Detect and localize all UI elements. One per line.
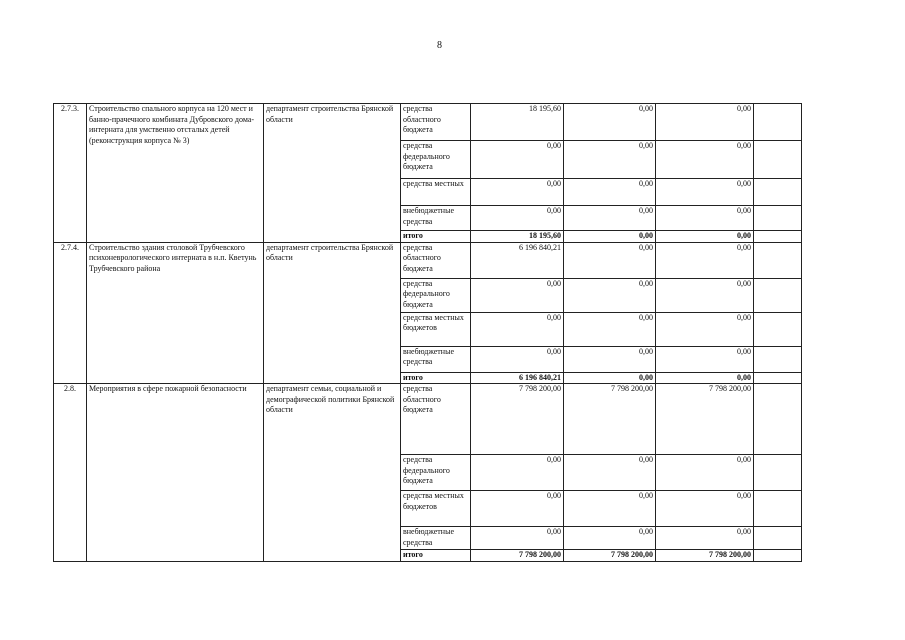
amount-cell: 0,00 xyxy=(564,312,656,346)
empty-cell xyxy=(754,455,802,491)
amount-cell: 0,00 xyxy=(564,179,656,206)
funding-source: средства федерального бюджета xyxy=(401,141,471,179)
amount-cell: 7 798 200,00 xyxy=(564,384,656,455)
empty-cell xyxy=(754,384,802,455)
empty-cell xyxy=(754,527,802,550)
measure-executor: департамент семьи, социальной и демографической политики Брянской области xyxy=(264,384,401,562)
funding-source-total: итого xyxy=(401,550,471,562)
empty-cell xyxy=(754,550,802,562)
empty-cell xyxy=(754,312,802,346)
amount-cell: 0,00 xyxy=(564,372,656,384)
amount-cell: 0,00 xyxy=(564,455,656,491)
funding-source-total: итого xyxy=(401,372,471,384)
measure-code: 2.7.3. xyxy=(54,104,87,243)
amount-cell: 0,00 xyxy=(564,278,656,312)
page-number: 8 xyxy=(437,40,442,51)
funding-source-total: итого xyxy=(401,231,471,243)
table-row xyxy=(54,104,802,141)
amount-cell: 0,00 xyxy=(564,206,656,231)
amount-cell: 0,00 xyxy=(656,206,754,231)
amount-cell: 0,00 xyxy=(564,346,656,372)
funding-source: средства областного бюджета xyxy=(401,104,471,141)
empty-cell xyxy=(754,231,802,243)
amount-cell: 0,00 xyxy=(471,491,564,527)
table-row xyxy=(54,384,802,455)
amount-cell: 7 798 200,00 xyxy=(656,384,754,455)
table-row xyxy=(54,242,802,278)
funding-source: средства местных бюджетов xyxy=(401,312,471,346)
amount-cell: 0,00 xyxy=(471,312,564,346)
measure-name: Мероприятия в сфере пожарной безопасности xyxy=(87,384,264,562)
amount-cell: 0,00 xyxy=(471,206,564,231)
measure-code: 2.7.4. xyxy=(54,242,87,384)
amount-cell: 0,00 xyxy=(471,455,564,491)
amount-cell: 0,00 xyxy=(471,527,564,550)
amount-cell: 0,00 xyxy=(656,491,754,527)
amount-cell: 0,00 xyxy=(471,141,564,179)
amount-cell: 0,00 xyxy=(656,231,754,243)
empty-cell xyxy=(754,141,802,179)
measure-executor: департамент строительства Брянской области xyxy=(264,104,401,243)
amount-cell: 0,00 xyxy=(564,491,656,527)
funding-source: средства местных xyxy=(401,179,471,206)
measure-executor: департамент строительства Брянской области xyxy=(264,242,401,384)
amount-cell: 18 195,60 xyxy=(471,231,564,243)
measure-code: 2.8. xyxy=(54,384,87,562)
amount-cell: 0,00 xyxy=(564,104,656,141)
amount-cell: 0,00 xyxy=(564,527,656,550)
amount-cell: 6 196 840,21 xyxy=(471,372,564,384)
empty-cell xyxy=(754,372,802,384)
amount-cell: 6 196 840,21 xyxy=(471,242,564,278)
empty-cell xyxy=(754,206,802,231)
empty-cell xyxy=(754,491,802,527)
amount-cell: 0,00 xyxy=(656,527,754,550)
funding-source: средства областного бюджета xyxy=(401,384,471,455)
amount-cell: 0,00 xyxy=(656,278,754,312)
amount-cell: 18 195,60 xyxy=(471,104,564,141)
amount-cell: 7 798 200,00 xyxy=(471,384,564,455)
amount-cell: 0,00 xyxy=(564,231,656,243)
empty-cell xyxy=(754,346,802,372)
funding-source: средства федерального бюджета xyxy=(401,278,471,312)
amount-cell: 0,00 xyxy=(656,179,754,206)
amount-cell: 0,00 xyxy=(564,242,656,278)
measure-name: Строительство спального корпуса на 120 мест и банно-прачечного комбината Дубровского дома-интерната для умственно отсталых детей (реконструкция корпуса № 3) xyxy=(87,104,264,243)
amount-cell: 0,00 xyxy=(564,141,656,179)
amount-cell: 0,00 xyxy=(471,179,564,206)
empty-cell xyxy=(754,179,802,206)
amount-cell: 0,00 xyxy=(656,141,754,179)
amount-cell: 0,00 xyxy=(656,346,754,372)
empty-cell xyxy=(754,242,802,278)
amount-cell: 7 798 200,00 xyxy=(656,550,754,562)
amount-cell: 0,00 xyxy=(656,104,754,141)
amount-cell: 0,00 xyxy=(656,312,754,346)
amount-cell: 0,00 xyxy=(656,242,754,278)
funding-source: средства областного бюджета xyxy=(401,242,471,278)
measure-name: Строительство здания столовой Трубчевского психоневрологического интерната в н.п. Кветунь Трубчевского района xyxy=(87,242,264,384)
funding-source: внебюджетные средства xyxy=(401,206,471,231)
funding-source: внебюджетные средства xyxy=(401,527,471,550)
funding-source: внебюджетные средства xyxy=(401,346,471,372)
amount-cell: 0,00 xyxy=(471,278,564,312)
funding-source: средства местных бюджетов xyxy=(401,491,471,527)
amount-cell: 0,00 xyxy=(471,346,564,372)
amount-cell: 0,00 xyxy=(656,372,754,384)
amount-cell: 0,00 xyxy=(656,455,754,491)
amount-cell: 7 798 200,00 xyxy=(471,550,564,562)
program-measures-table xyxy=(53,103,802,562)
empty-cell xyxy=(754,278,802,312)
empty-cell xyxy=(754,104,802,141)
funding-source: средства федерального бюджета xyxy=(401,455,471,491)
amount-cell: 7 798 200,00 xyxy=(564,550,656,562)
